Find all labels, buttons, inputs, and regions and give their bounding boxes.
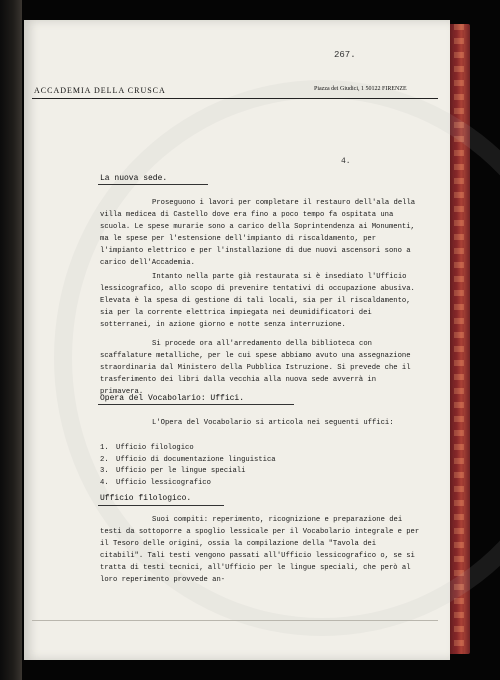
page-number: 267. — [334, 50, 356, 60]
book-binding-left — [0, 0, 22, 680]
list-item-label: Ufficio di documentazione linguistica — [116, 455, 276, 464]
letterhead-institution: ACCADEMIA DELLA CRUSCA — [34, 86, 166, 95]
page-footer-rule — [32, 620, 438, 621]
list-item-number: 4. — [100, 478, 109, 487]
paragraph: Intanto nella parte già restaurata si è insediato l'Ufficio lessicografico, allo scopo di prevenire tentativi di occupazione abusiva. Elevata è la spesa di gestione di tali locali, sia per il riscaldamento, sia per la corrente elettrica impiegata nei deumidificatori dei sotterranei, in azione giorno e notte senza interruzione. — [100, 273, 415, 329]
book-cover-edge — [448, 24, 470, 654]
list-item — [100, 443, 276, 455]
section-number: 4. — [341, 157, 351, 166]
list-item-number: 1. — [100, 444, 109, 452]
paragraph: Proseguono i lavori per completare il restauro dell'ala della villa medicea di Castello dove era fino a poco tempo fa ospitata una scuola. Le spese murarie sono a carico della Soprintendenza ai Monumenti, ma le spese per l'estensione dell'impianto di riscaldamento, per l'impianto elettrico e per l'installazione di due nuovi ascensori sono a carico dell'Accademia. — [100, 199, 416, 267]
letterhead-rule — [32, 98, 438, 99]
list-item-number: 2. — [100, 455, 109, 464]
paragraph: Si procede ora all'arredamento della biblioteca con scaffalature metalliche, per le cui spese abbiamo avuto una assegnazione straordinaria dal Ministero della Pubblica Istruzione. Si prevede che il trasferimento dei libri dalla vecchia alla nuova sede avverrà in primavera. — [100, 340, 411, 396]
paragraph: Suoi compiti: reperimento, ricognizione e preparazione dei testi da sottoporre a spoglio lessicale per il Vocabolario integrale e per il Tesoro delle origini, ossia la compilazione della "Tavola dei citabili". Tali testi vengono passati all'Ufficio lessicografico o, se si tratta di testi tecnici, all'Ufficio per le lingue speciali, che però al loro reperimento provvede an- — [100, 516, 420, 584]
heading-ufficio-filologico: Ufficio filologico. — [100, 494, 192, 503]
list-item — [100, 478, 276, 490]
list-item-label: Ufficio per le lingue speciali — [116, 467, 246, 475]
paragraph: L'Opera del Vocabolario si articola nei seguenti uffici: — [152, 419, 394, 427]
list-item-number: 3. — [100, 467, 109, 475]
heading-underline — [98, 404, 294, 405]
uffici-list — [100, 443, 276, 489]
heading-nuova-sede: La nuova sede. — [100, 174, 168, 183]
list-item — [100, 466, 276, 478]
list-item-label: Ufficio lessicografico — [116, 478, 211, 487]
letterhead-address: Piazza dei Giudici, 1 50122 FIRENZE — [314, 86, 407, 92]
heading-opera-vocabolario: Opera del Vocabolario: Uffici. — [100, 394, 245, 403]
heading-underline — [98, 505, 224, 506]
list-item-label: Ufficio filologico — [116, 444, 194, 452]
document-page — [24, 20, 450, 660]
list-item — [100, 455, 276, 467]
heading-underline — [98, 184, 208, 185]
